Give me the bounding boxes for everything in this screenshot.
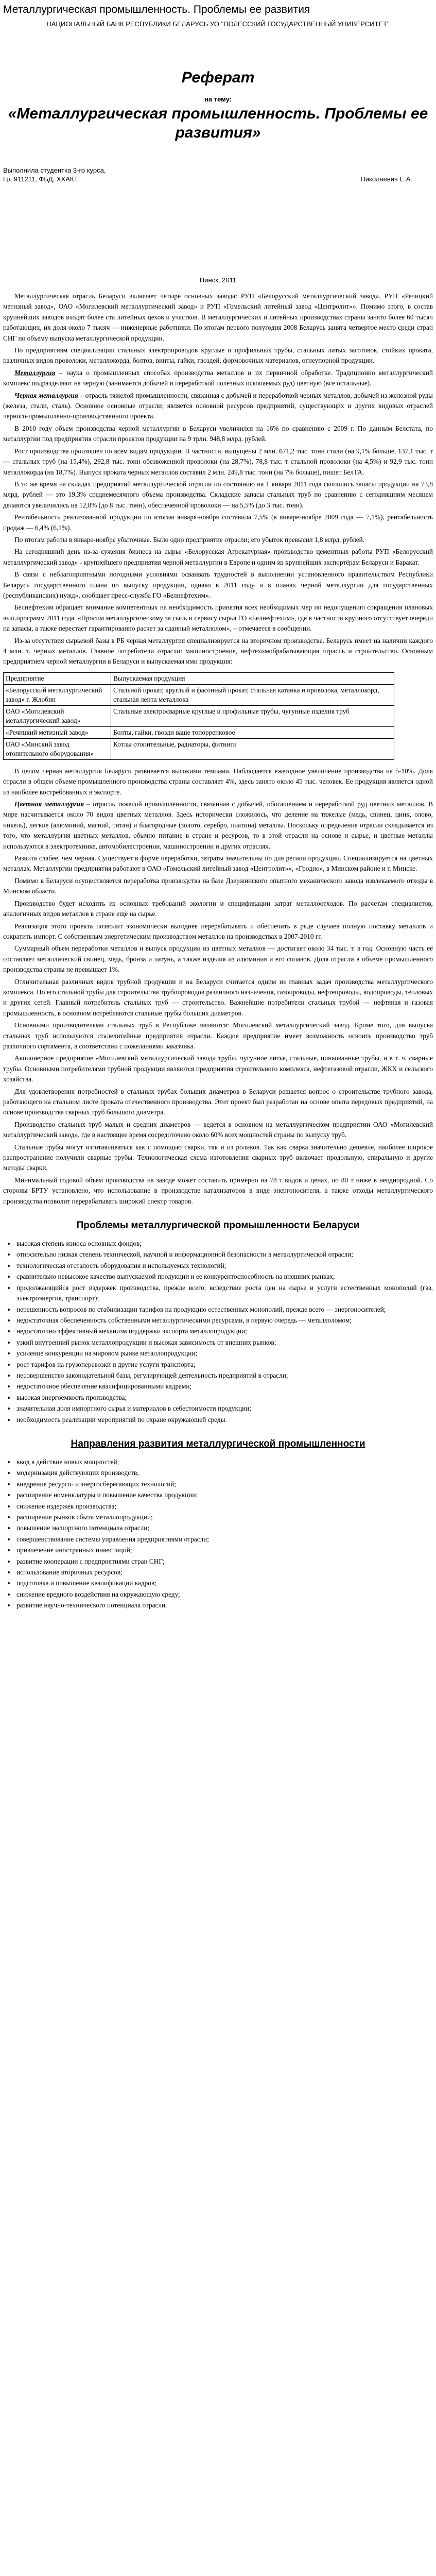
paragraph-text: Из-за отсутствия сырьевой базы в РБ черная металлургия специализируется на вторичном производстве. Беларусь имеет на наличии каждого 4 млн. т. черных металлов. Главное потребители отрасли: машиностроение, нефтехимобрабатывающая отрасль и строительство. Основным предприятием черной металлургии в Беларуси и выпускаемая ими продукция: [3,636,433,666]
paragraph-text: Основными производителями стальных труб в Республике являются: Могилевский металлургический завод. Кроме того, для выпуска стальных труб используются сталелитейные предприятия отрасли. Каждое предприятие имеет возможность освоить производство труб различного сортамента, в соответствии с пожеланиями заказчика. [3,1021,433,1050]
institution-header: НАЦИОНАЛЬНЫЙ БАНК РЕСПУБЛИКИ БЕЛАРУСЬ УО "ПОЛЕССКИЙ ГОСУДАРСТВЕННЫЙ УНИВЕРСИТЕТ" [46,20,390,28]
table-row [4,684,394,705]
term-lead: Цветная металлургия [14,800,84,808]
list-item: • узкий внутренний рынок металлопродукции и высокая зависимость от внешних рынков; [15,1337,433,1348]
list-item: • недостаточная обеспеченность собственными металлургическими ресурсами, в первую очередь — металлоломом; [15,1315,433,1326]
paragraph [3,636,433,667]
paragraph [3,977,433,1019]
paragraph-text: Суммарный объем переработки металлов и выпуск продукции из цветных металлов — достигает около 34 тыс. т. в год. Основную часть её составляет металлический свинец, медь, бронза и латунь, а также изделия из алюминия и его сплавов. Доля отрасли в объеме промышленного производства страны не превышает 1%. [3,944,433,974]
paragraph [3,368,433,389]
list-item: • значительная доля импортного сырья и материалов в себестоимости продукции; [15,1403,433,1414]
problems-heading: Проблемы металлургической промышленности Беларуси [76,1220,360,1231]
list-item: • использование вторичных ресурсов; [15,1567,433,1578]
list-item: • ввод в действие новых мощностей; [15,1457,433,1467]
paragraph [3,423,433,445]
paragraph [3,1020,433,1052]
paragraph-text: В то же время на складах предприятий металлургической отрасли по состоянию на 1 января 2011 года скопились запасы продукции на 73,8 млрд. рублей — это 19,3% среднемесячного объема производства. Складские запасы стальных труб по сравнению с сегодняшним месяцем делаются увеличились на 12,8% (до 8 тыс. тонн), обеспеченной проволоки — на 5,5% (до 3 тыс. тонн). [3,480,433,509]
list-item: • рост тарифов на грузоперевозки и другие услуги транспорта; [15,1360,433,1370]
list-item: • сравнительно невысокое качество выпускаемой продукции и ее конкурентоспособность на внешних рынках; [15,1272,433,1282]
list-item: • снижение вредного воздействия на окружающую среду; [15,1589,433,1600]
paragraph [3,943,433,975]
paragraph-text: Минимальный годовой объем производства на заводе может составить примерно на 78 т видов и ценах, по 80 т ниже в неоднородной. Со стороны БРТУ установлено, что использование в производстве катализаторов в виде энергоносителя, а также отходы металлургического производства позволит перерабатывать широкий спектр товаров. [3,1176,433,1205]
table-row [4,738,394,759]
paragraph-text: В 2010 году объем производства черной металлургии в Беларуси увеличился на 16% по сравнению с 2009 г. По данным Белстата, по металлургии под предприятия отрасли проектов продукции на 9 трлн. 948,8 млрд. рублей. [3,424,433,443]
place-year: Пинск, 2011 [199,276,237,284]
paragraph-text: Рост производства произошел по всем видам продукции. В частности, выпущены 2 млн. 671,2 тыс. тонн стали (на 9,1% больше, 137,1 тыс. т — стальных труб (на 15,4%), 292,8 тыс. тонн обезвоженной проволоки (на 28,7%), 78,8 тыс. т стальной проволоки (на 4,5%) и 92,9 тыс. тонн металлокорда (на 18,7%). Выпуск проката черных металлов составил 2 млн. 249,8 тыс. тонн (на 7% больше), пишет БелТА. [3,447,433,476]
topic-label: на тему: [204,95,232,103]
paragraph [3,1142,433,1174]
paragraph-text: – наука о промышленных способах производства металлов и их первичной обработке. Традиционно металлургический комплекс подразделяют на черную (занимается добычей и переработкой полезных ископаемых руд) цветную (все остальные). [3,368,433,387]
list-item: • технологическая отсталость оборудования и используемых технологий; [15,1261,433,1271]
author-info [3,166,433,183]
paragraph [3,512,433,533]
paragraph [3,1053,433,1084]
paragraph [3,547,433,568]
paragraph-text: Помимо в Беларуси осуществляется переработка производства на базе Дзержинского опытного механического завода извлекаемого отходы в Минском области. [3,876,433,895]
paragraph-text: Производство будет исходить из основных требований экологии и спецификации затрат металлоотходов. По расчетам специалистов, аналогичных видов металлов в стране ещё на сырье. [3,899,433,918]
paragraph-text: Акционерное предприятие «Могилевский металлургический завод» трубы, чугунное литье, стальные, цинкованные трубы, и в т. ч. сварные трубы. Основными потребителями трубной продукции являются предприятия строительного комплекса, нефтегазовой отрасли, ЖКХ и сельского хозяйства. [3,1054,433,1083]
paragraph [3,479,433,511]
paragraph-text: Отличительная различных видов трубной продукции и на Беларуси считается одним из главных задач производства металлургического комплекса. По его стальной трубы для строительства трубопроводов различного назначения, газопроводы, нефтепроводы, водопроводы, тепловых и других сетей. Главный потребитель стальных труб — строительство. Важнейшие потребители стальных трубой — нефтяная и газовая промышленность, в основном потребляются стальные трубы больших диаметров. [3,977,433,1017]
list-item: • расширение рынков сбыта металлопродукции; [15,1512,433,1522]
list-item: • относительно низкая степень технической, научной и информационной безопасности в металлургической отрасли; [15,1249,433,1260]
paragraph-text: В связи с неблагоприятными погодными условиями осваивать трудностей в выполнении установленного правительством Республики Беларусь государственного плана по выпуску продукции, однако в 2011 году и в планах черной металлургии для государственных (республиканских) нужд», сообщает пресс-служба ГО «Белнефтехим». [3,570,433,599]
enterprise-cell: «Речицкий метизный завод» [4,726,111,738]
enterprise-cell: ОАО «Могилевский металлургический завод» [4,705,111,726]
paragraph-text: Для удовлетворения потребностей в стальных трубах больших диаметров в Беларуси решается вопрос о строительстве трубного завода, работающего на стальном листе проката отечественного производства. Этот проект был разработан на основе опыта передовых предприятий, на основе производства сварных труб большого диаметра. [3,1087,433,1116]
list-item: • высокая степень износа основных фондов; [15,1239,433,1249]
paragraph [3,799,433,852]
paragraph [3,1087,433,1118]
list-item: • снижение издержек производства; [15,1501,433,1512]
paragraph-text: – отрасль тяжелой промышленности, связанная с добычей и переработкой черных металлов, добычей из железной руды (железа, стали, сталь). Основное основные отрасли; является основной ресурсов предприятий, существующих и других видовых отраслей черного-промышленно-производственного проекта. [3,391,433,420]
term-lead: Металлургия [14,368,56,377]
paragraph-text: По итогам работы в январе-ноябре убыточные. Было одно предприятие отрасли; его убыток превысил 1,8 млрд. рублей. [14,535,365,544]
enterprise-cell: ОАО «Минский завод отопительного оборудования» [4,738,111,759]
paragraph [3,446,433,478]
paragraph-text: На сегодняшний день из-за сужения бизнеса на сырье «Белорусская Агрекатурная» производство цементных работы РУП «Белорусский металлургический завод» - крупнейшего предприятия черной металлургии в Европе и одним из крупнейших экспортёрам Беларуси и Баракат. [3,548,433,566]
paragraph [3,535,433,545]
paragraph-text: По предприятиям специализации стальных электропроводов круглые и профильных трубы, стальных литых заготовок, стойких проката, различных видов проволоки, металлокорда, болтов, винты, гайки, гвоздей, формовочных материалов, огнеупорной продукции. [3,346,433,365]
group-teacher-row [3,175,433,183]
paragraph [3,766,433,798]
table-body [4,684,394,759]
teacher-name: Николаевич Е.А. [360,175,412,183]
list-item: • нерешенность вопросов по стабилизации тарифов на продукцию естественных монополий, прежде всего — энергоносителей; [15,1304,433,1315]
enterprises-table [3,672,394,760]
paragraph [3,291,433,344]
term-lead: Черная металлургия [14,391,78,399]
list-item: • продолжающийся рост издержек производства, прежде всего, вследствие роста цен на сырье и услуги естественных монополий (газ, электроэнергия, транспорт); [15,1283,433,1304]
group-line: Гр. 911211, ФБД, ХХАКТ [3,175,78,183]
list-item: • повышение экспортного потенциала отрасли; [15,1523,433,1533]
list-item: • недостаточное обеспечение квалифицированными кадрами; [15,1381,433,1392]
paragraph-text: Развита слабее, чем черная. Существует в форме переработки, затраты значительны по для регион продукции. Специализируется на цветных металлах. Металлургии предприятия работают в ОАО «Гомельский литейный завод «Центролит»», «Гродно», в Минском районе и г. Минске. [3,854,433,873]
paragraph-text: Белнефтехим обращает внимание компетентных на необходимость принятия всех необходимых мер по недопущению сокращения плановых вып.программ 2011 года. «Просим металлургическому за сыпь и сервису сырья ГО «Белнефтехим», где в частности крупного отсутствует очереди на запасы, а также перестает гарантированно расчет за сданный металлолом», – отмечается в сообщении. [3,603,433,633]
paragraph-text: Реализация этого проекта позволит экономически выгоднее перерабатывать и обеспечить в ряде случаев полную поставку металлов и сократить импорт. С собственным энергетическим производством металлов на производствах в 2007-2010 гг. [3,922,433,940]
table-header-row [4,672,394,684]
list-item: • модернизация действующих производств; [15,1468,433,1478]
products-cell: Стальной прокат, круглый и фасонный прокат, стальная катанка и проволока, металлокорд, стальная лента металлока [111,684,394,705]
referat-heading: Реферат [181,69,255,86]
document-title: Металлургическая промышленность. Проблемы ее развития [3,4,310,15]
middle-section [3,766,433,1207]
paragraph [3,602,433,634]
products-cell: Стальные электросварные круглые и профильные трубы, чугунные изделия труб [111,705,394,726]
intro-section [3,291,433,667]
paragraph-text: Производство стальных труб малых и средних диаметров — ведется в основном на металлургическом предприятии ОАО «Могилевский металлургический завод», где в настоящее время сосредоточено около 60% всех мощностей страны по выпуску труб. [3,1120,433,1139]
directions-heading: Направления развития металлургической промышленности [71,1438,365,1449]
paragraph-text: – отрасль тяжелой промышленности, связанная с добычей, обогащением и переработкой руд цветных металлов. В мире насчитывается около 70 видов цветных металлов. Здесь исторически сложилось, что деление на тяжелые (медь, свинец, цинк, олово, никель), легкие (алюминий, магний, титан) и благородные (золото, серебро, платина) металлы. Поскольку определение отрасли складывается из того, что металлургия цветных металлов, обычно питание в стране и ресурсов, то в этой отрасли на основе и сырье, и цветные металлы используются в электротехнике, автомобилестроении, машиностроении и других отраслях. [3,800,433,850]
list-item: • необходимость реализации мероприятий по охране окружающей среды. [15,1415,433,1425]
student-line: Выполнила студентка 3-го курса, [3,166,106,174]
list-item: • высокая энергоемкость производства; [15,1393,433,1403]
paragraph [3,899,433,920]
topic-title: «Металлургическая промышленность. Проблемы ее развития» [8,105,428,141]
paragraph [3,345,433,366]
paragraph [3,1175,433,1207]
list-item: • недостаточно эффективный механизм поддержки экспорта металлопродукции; [15,1326,433,1336]
paragraph [3,569,433,601]
paragraph [3,391,433,422]
list-item: • внедрение ресурсо- и энергосберегающих технологий; [15,1479,433,1489]
table-header-cell: Предприятие [4,672,111,684]
list-item: • расширение номенклатуры и повышение качества продукции; [15,1490,433,1500]
list-item: • несовершенство законодательной базы, регулирующей деятельность предприятий в отрасли; [15,1370,433,1381]
table-row [4,726,394,738]
paragraph [3,853,433,874]
list-item: • усиление конкуренции на мировом рынке металлопродукции; [15,1348,433,1359]
products-cell: Болты, гайки, гвозди ваше топорренковое [111,726,394,738]
table-header-cell: Выпускаемая продукция [111,672,394,684]
paragraph [3,1120,433,1141]
enterprise-cell: «Белорусский металлургический завод» г. Жлобин [4,684,111,705]
list-item: • развитие кооперации с предприятиями стран СНГ; [15,1556,433,1567]
products-cell: Котлы отопительные, радиаторы, фитинги [111,738,394,759]
paragraph-text: Металлургическая отрасль Беларуси включает четыре основных завода: РУП «Белорусский металлургический завод», РУП «Речицкий метизный завод», ОАО «Могилевский металлургический завод» и РУП «Гомельский литейный завод «Центролит»». Помимо этого, в состав крупнейших заводов входят более ста литейных цехов и участков. В металлургических и литейных производствах страны занято более 60 тысяч работающих, их доля около 7 тысяч — инженерные работники. По итогам первого полугодия 2008 Беларусь занята четвертое место среди стран СНГ по объему выпуска металлургической продукции. [3,292,433,342]
table-row [4,705,394,726]
problems-list [3,1239,433,1425]
list-item: • привлечение иностранных инвестиций; [15,1545,433,1555]
directions-list [3,1457,433,1611]
list-item: • совершенствование системы управления предприятиями отрасли; [15,1534,433,1545]
paragraph-text: Стальные трубы могут изготавливаться как с помощью сварки, так и из роликов. Так как сварка значительно дешевле, наиболее широкое распространение получили сварные трубы. Технологическая схема изготовления сварных труб включает продольную, спиральную и другие методы сварки. [3,1143,433,1172]
paragraph [3,876,433,897]
paragraph-text: Рентабельность реализованной продукции по итогам января-ноября составила 7,5% (в январе-ноябре 2009 года — 7,1%), рентабельность продаж — 6,4% (6,1%). [3,513,433,532]
list-item: • развитие научно-технического потенциала отрасли. [15,1600,433,1611]
paragraph-text: В целом черная металлургия Беларуси развивается высокими темпами. Наблюдается ежегодное увеличение производства на 5-10%. Доля отрасли в общем объеме промышленного производства страны составляет 4%, здесь занято около 45 тыс. человек. Ее продукция является одной из наиболее востребованных в экспорте. [3,767,433,796]
list-item: • подготовка и повышение квалификации кадров; [15,1578,433,1588]
paragraph [3,921,433,942]
